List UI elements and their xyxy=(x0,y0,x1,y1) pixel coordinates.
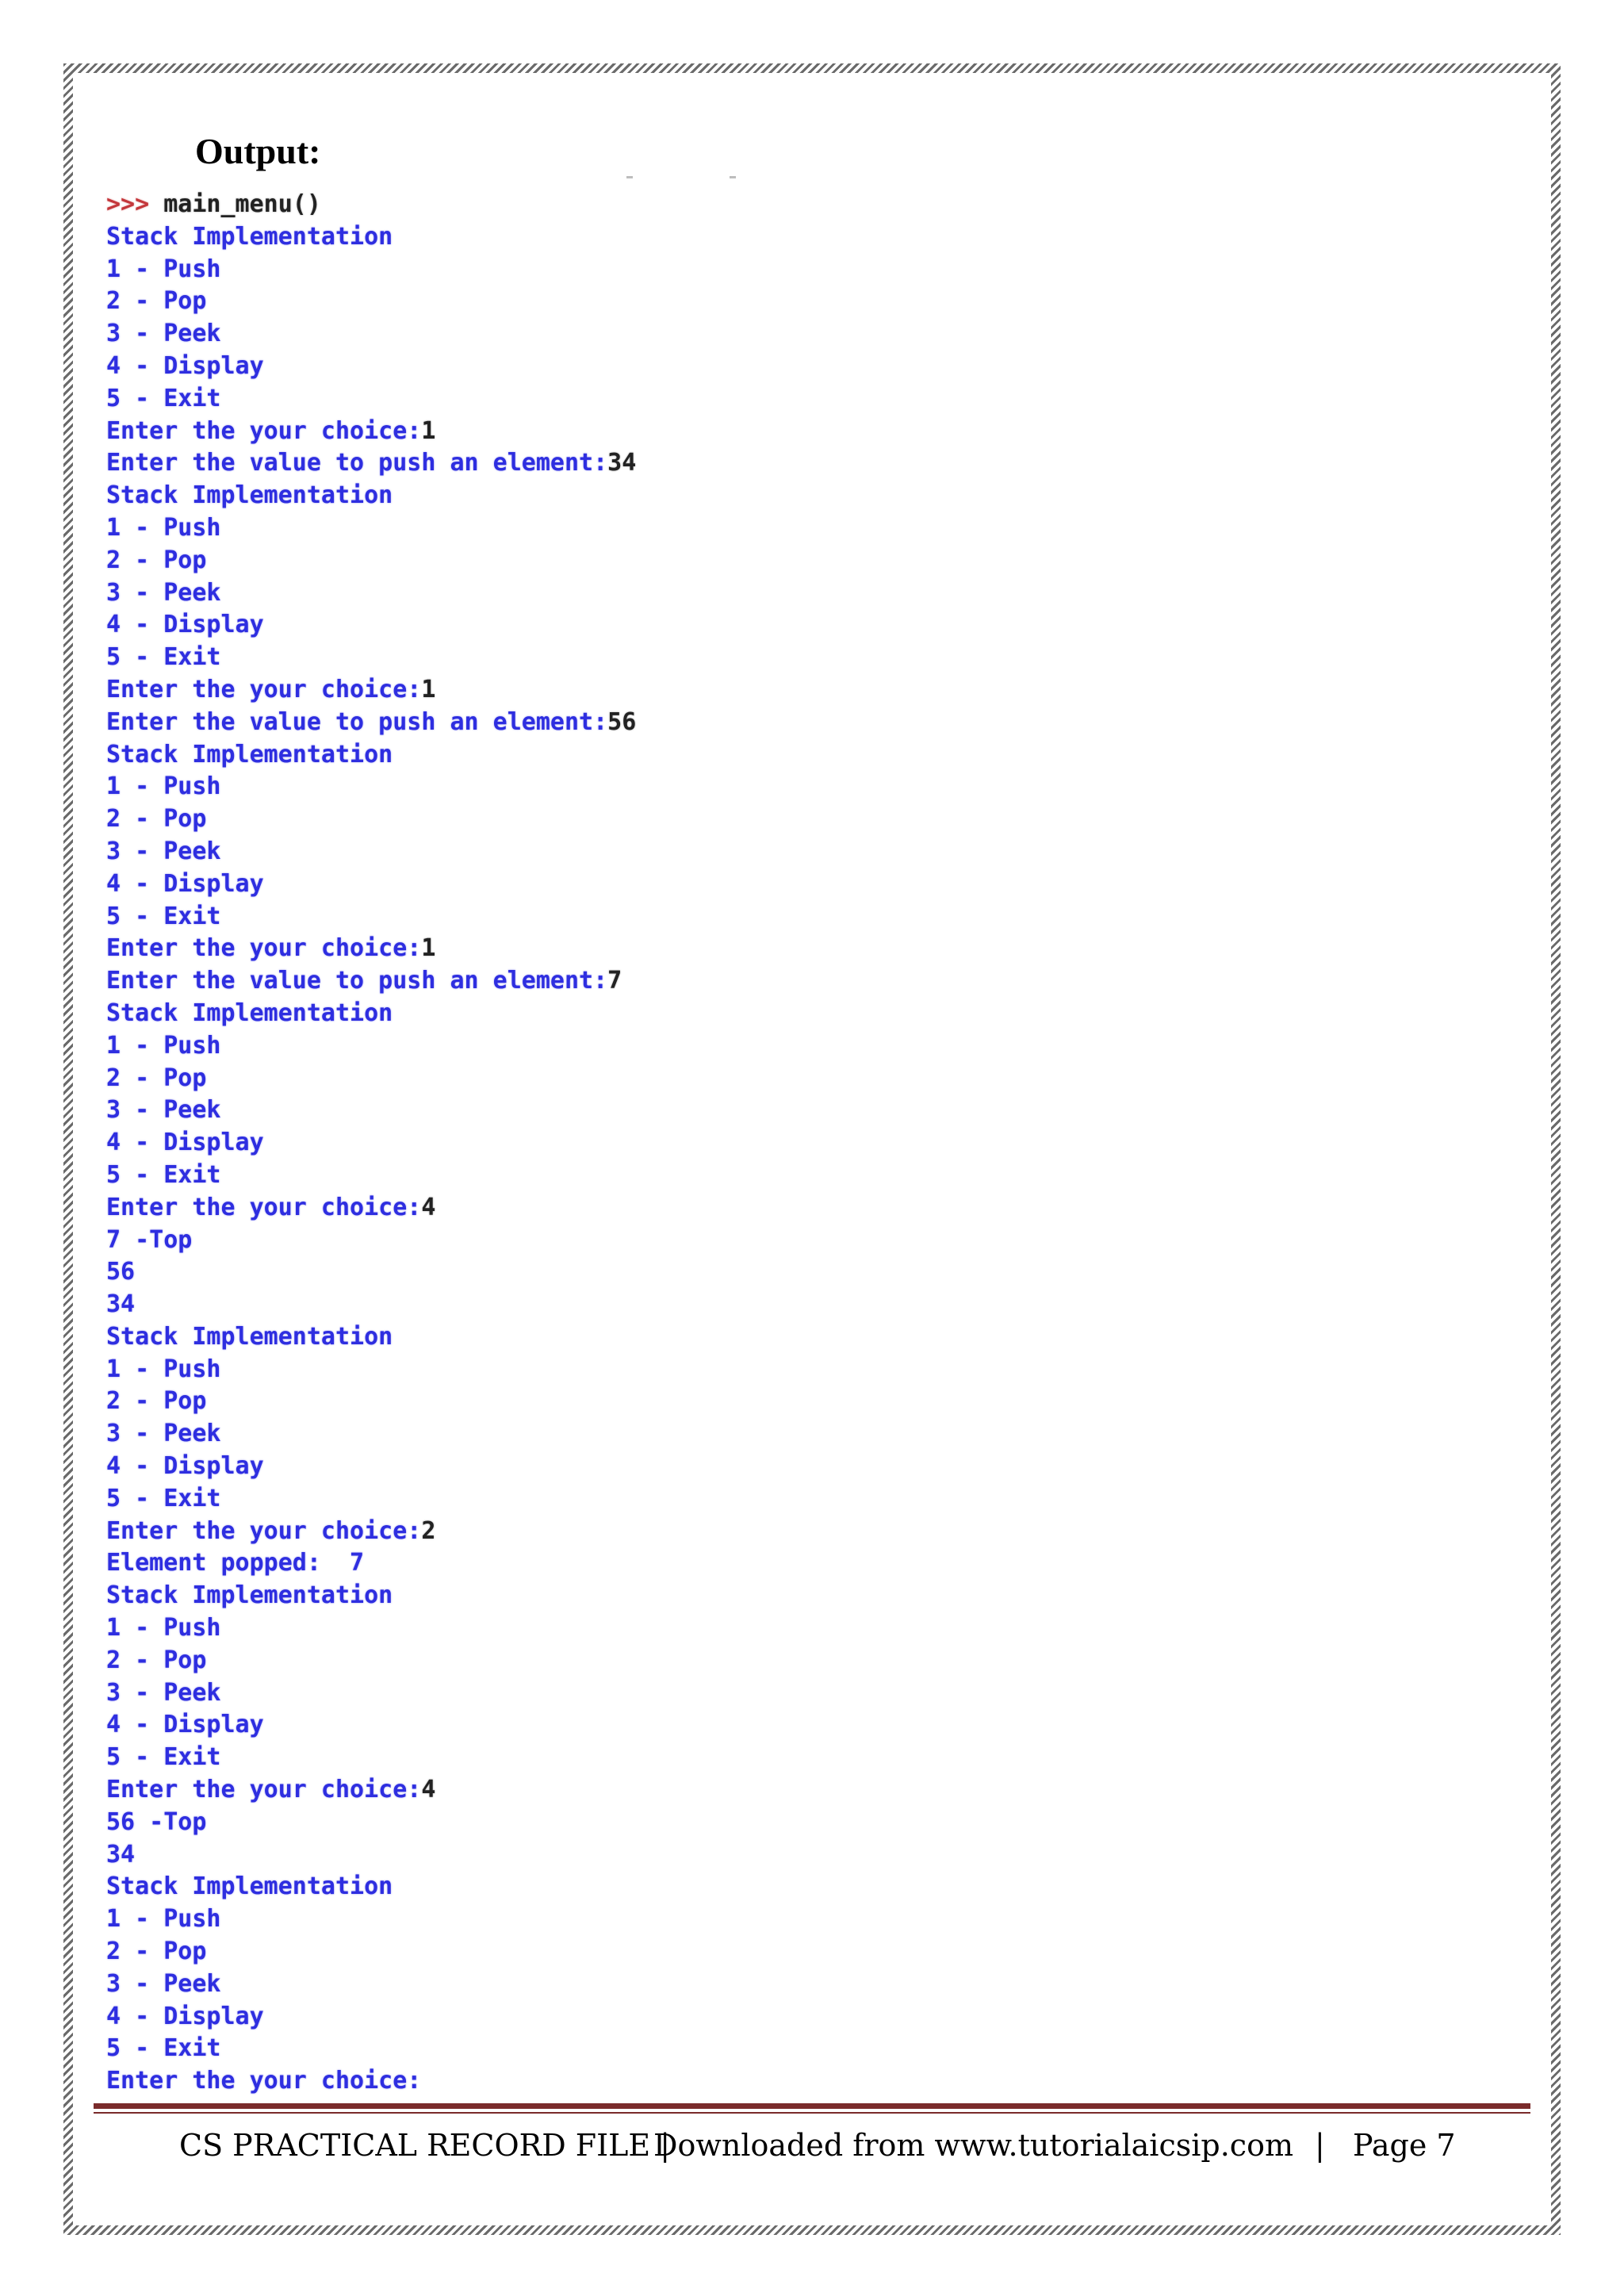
console-user-input: 7 xyxy=(607,967,622,995)
console-line xyxy=(106,447,764,480)
console-line xyxy=(106,739,764,772)
console-line xyxy=(106,1030,764,1063)
console-text: 2 - Pop xyxy=(106,805,207,834)
console-line xyxy=(106,1289,764,1321)
console-text: 5 - Exit xyxy=(106,1160,221,1189)
console-line xyxy=(106,803,764,836)
footer-title: CS PRACTICAL RECORD FILE | xyxy=(179,2128,671,2163)
console-text: 1 - Push xyxy=(106,1614,221,1642)
console-text: 34 xyxy=(106,1840,136,1869)
console-text: 5 - Exit xyxy=(106,1743,221,1772)
console-text: Stack Implementation xyxy=(106,481,393,510)
console-line xyxy=(106,868,764,901)
console-text: 5 - Exit xyxy=(106,902,221,930)
console-line xyxy=(106,254,764,286)
console-line xyxy=(106,998,764,1030)
console-line xyxy=(106,1321,764,1354)
console-text: 4 - Display xyxy=(106,2002,264,2030)
console-text: 4 - Display xyxy=(106,1129,264,1157)
console-text: Enter the your choice: xyxy=(106,1193,422,1221)
console-line xyxy=(106,416,764,448)
console-text: Enter the your choice: xyxy=(106,934,422,963)
console-text: Element popped: 7 xyxy=(106,1549,365,1577)
page-footer xyxy=(0,2125,1624,2165)
console-text: 5 - Exit xyxy=(106,1484,221,1512)
console-text: Enter the your choice: xyxy=(106,675,422,703)
console-line xyxy=(106,1547,764,1580)
console-user-input: 4 xyxy=(421,1193,436,1221)
console-line xyxy=(106,383,764,416)
console-line xyxy=(106,771,764,803)
console-text: 1 - Push xyxy=(106,1355,221,1383)
console-text: 3 - Peek xyxy=(106,1420,221,1448)
console-line xyxy=(106,1256,764,1289)
console-line xyxy=(106,318,764,351)
console-text: 34 xyxy=(106,1290,136,1319)
console-text: Enter the value to push an element: xyxy=(106,967,608,995)
console-text: 5 - Exit xyxy=(106,2034,221,2063)
console-line xyxy=(106,1063,764,1095)
console-text: main_menu() xyxy=(163,190,321,218)
console-line xyxy=(106,1903,764,1936)
console-text: Stack Implementation xyxy=(106,1872,393,1901)
console-line xyxy=(106,512,764,545)
console-user-input: 2 xyxy=(421,1516,436,1545)
console-text: 3 - Peek xyxy=(106,1096,221,1125)
console-text: 1 - Push xyxy=(106,255,221,283)
console-text: 4 - Display xyxy=(106,611,264,639)
console-line xyxy=(106,1968,764,2001)
console-line xyxy=(106,901,764,933)
console-line xyxy=(106,1483,764,1516)
console-line xyxy=(106,642,764,674)
console-user-input: 56 xyxy=(607,707,637,736)
console-text: Enter the your choice: xyxy=(106,416,422,445)
console-text: 2 - Pop xyxy=(106,287,207,316)
console-line xyxy=(106,1225,764,1257)
console-line xyxy=(106,286,764,318)
console-text: Stack Implementation xyxy=(106,1581,393,1610)
console-line xyxy=(106,1807,764,1839)
console-text: 7 -Top xyxy=(106,1225,193,1254)
footer-rule xyxy=(94,2103,1530,2109)
console-text: 5 - Exit xyxy=(106,384,221,412)
footer-source: Downloaded from www.tutorialaicsip.com xyxy=(653,2128,1293,2163)
console-text: 2 - Pop xyxy=(106,1387,207,1416)
console-line xyxy=(106,577,764,610)
console-user-input: 1 xyxy=(421,416,436,445)
console-text: 3 - Peek xyxy=(106,1678,221,1707)
console-line xyxy=(106,189,764,221)
console-text: Enter the your choice: xyxy=(106,2067,422,2095)
console-line xyxy=(106,351,764,383)
console-text: 1 - Push xyxy=(106,513,221,542)
console-line xyxy=(106,1774,764,1807)
console-line xyxy=(106,480,764,512)
console-line xyxy=(106,707,764,739)
console-text: 4 - Display xyxy=(106,1711,264,1739)
console-line xyxy=(106,1742,764,1774)
console-text: Enter the value to push an element: xyxy=(106,707,608,736)
console-line xyxy=(106,2065,764,2098)
console-user-input: 1 xyxy=(421,675,436,703)
console-text: 2 - Pop xyxy=(106,1938,207,1966)
console-line xyxy=(106,221,764,254)
console-line xyxy=(106,1127,764,1159)
footer-rule-thin xyxy=(94,2112,1530,2114)
console-text: 56 -Top xyxy=(106,1807,207,1836)
console-title-remnant xyxy=(626,176,737,179)
console-line xyxy=(106,1612,764,1645)
console-line xyxy=(106,1192,764,1225)
console-text: Enter the your choice: xyxy=(106,1776,422,1804)
console-user-input: 4 xyxy=(421,1776,436,1804)
console-text: Stack Implementation xyxy=(106,222,393,251)
console-text: 4 - Display xyxy=(106,869,264,898)
console-line xyxy=(106,609,764,642)
console-line xyxy=(106,545,764,577)
console-line xyxy=(106,1354,764,1386)
console-text: Stack Implementation xyxy=(106,1322,393,1351)
console-line xyxy=(106,674,764,707)
console-text: 3 - Peek xyxy=(106,320,221,348)
footer-separator: | xyxy=(1315,2128,1325,2163)
console-line xyxy=(106,1094,764,1127)
console-text: Enter the your choice: xyxy=(106,1516,422,1545)
console-text: 1 - Push xyxy=(106,772,221,801)
page-number: Page 7 xyxy=(1353,2128,1456,2163)
console-text: 2 - Pop xyxy=(106,1646,207,1674)
console-output xyxy=(106,189,764,2098)
console-prompt: >>> xyxy=(106,190,164,218)
console-line xyxy=(106,1451,764,1483)
console-line xyxy=(106,1839,764,1872)
console-line xyxy=(106,965,764,998)
console-line xyxy=(106,1418,764,1451)
console-text: 3 - Peek xyxy=(106,578,221,607)
output-heading: Output: xyxy=(195,131,321,171)
console-line xyxy=(106,1709,764,1742)
console-line xyxy=(106,1159,764,1192)
console-line xyxy=(106,2001,764,2033)
console-user-input: 1 xyxy=(421,934,436,963)
console-text: 4 - Display xyxy=(106,351,264,380)
console-text: 2 - Pop xyxy=(106,1064,207,1092)
console-text: 3 - Peek xyxy=(106,837,221,865)
console-text: 3 - Peek xyxy=(106,1969,221,1998)
console-text: 56 xyxy=(106,1258,136,1286)
console-text: 1 - Push xyxy=(106,1905,221,1934)
console-line xyxy=(106,1936,764,1968)
console-line xyxy=(106,1386,764,1418)
console-text: 4 - Display xyxy=(106,1452,264,1481)
console-line xyxy=(106,1677,764,1710)
console-text: Stack Implementation xyxy=(106,999,393,1027)
console-line xyxy=(106,1580,764,1612)
console-text: Enter the value to push an element: xyxy=(106,449,608,477)
console-line xyxy=(106,1516,764,1548)
console-text: 2 - Pop xyxy=(106,546,207,574)
console-line xyxy=(106,1645,764,1677)
console-text: 5 - Exit xyxy=(106,643,221,672)
console-line xyxy=(106,933,764,965)
console-text: Stack Implementation xyxy=(106,740,393,769)
console-user-input: 34 xyxy=(607,449,637,477)
console-text: 1 - Push xyxy=(106,1031,221,1060)
console-line xyxy=(106,2033,764,2065)
console-line xyxy=(106,1871,764,1903)
console-line xyxy=(106,836,764,868)
